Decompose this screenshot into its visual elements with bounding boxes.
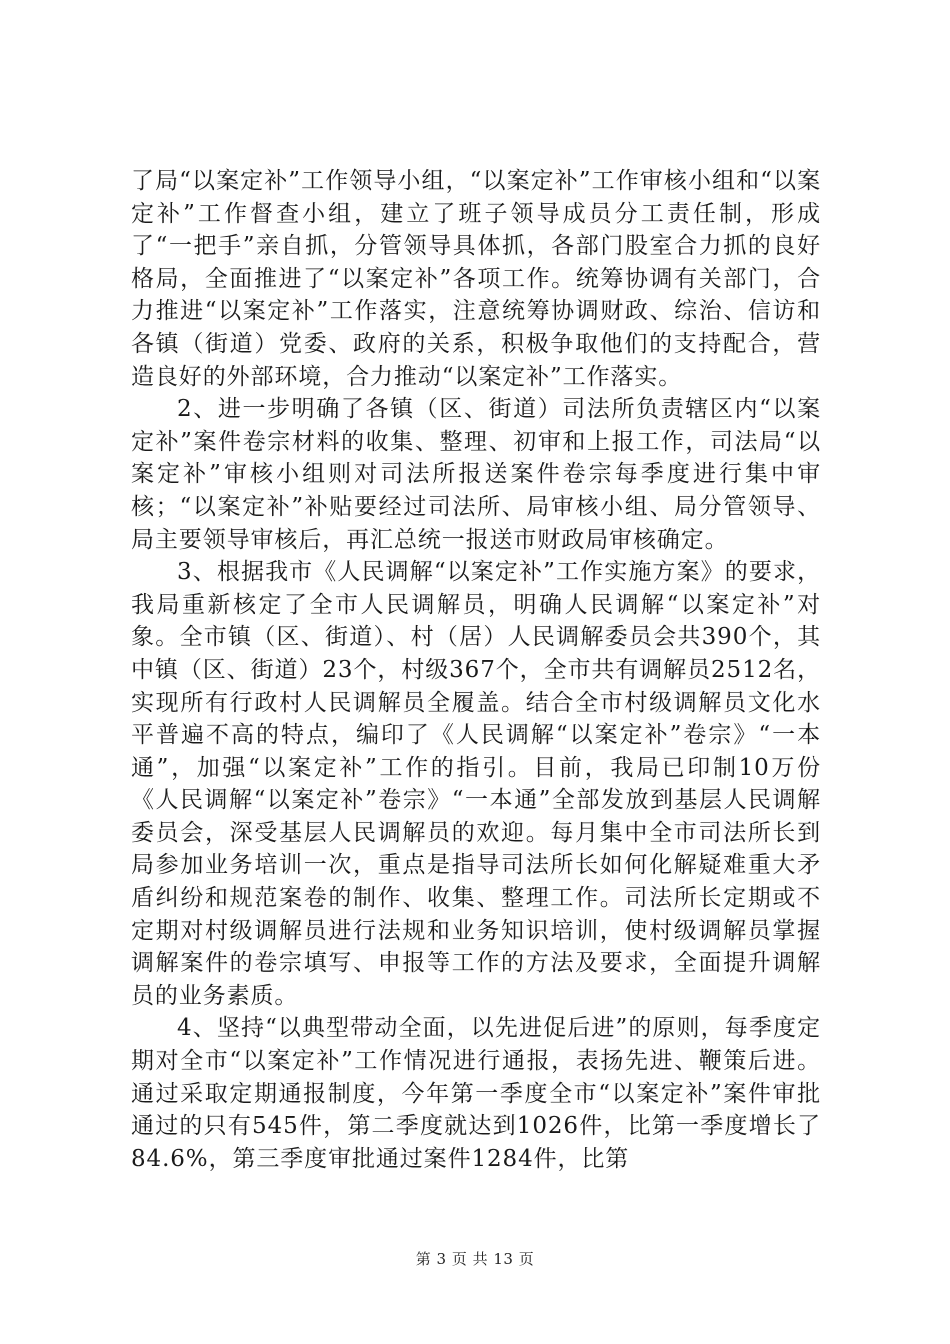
- paragraph-item-4: 4、坚持“以典型带动全面，以先进促后进”的原则，每季度定期对全市“以案定补”工作情况进行通报，表扬先进、鞭策后进。通过采取定期通报制度，今年第一季度全市“以案定补”案件审批通过的只有545件，第二季度就达到1026件，比第一季度增长了84.6%，第三季度审批通过案件1284件，比第: [131, 1015, 821, 1172]
- page-number-footer: 第 3 页 共 13 页: [415, 1250, 535, 1268]
- paragraph-item-2: 2、进一步明确了各镇（区、街道）司法所负责辖区内“以案定补”案件卷宗材料的收集、整理、初审和上报工作，司法局“以案定补”审核小组则对司法所报送案件卷宗每季度进行集中审核；“以案定补”补贴要经过司法所、局审核小组、局分管领导、局主要领导审核后，再汇总统一报送市财政局审核确定。: [131, 396, 821, 553]
- paragraph-continuation: 了局“以案定补”工作领导小组，“以案定补”工作审核小组和“以案定补”工作督查小组，建立了班子领导成员分工责任制，形成了“一把手”亲自抓，分管领导具体抓，各部门股室合力抓的良好格局，全面推进了“以案定补”各项工作。统筹协调有关部门，合力推进“以案定补”工作落实，注意统筹协调财政、综治、信访和各镇（街道）党委、政府的关系，积极争取他们的支持配合，营造良好的外部环境，合力推动“以案定补”工作落实。: [131, 168, 821, 390]
- paragraph-item-3: 3、根据我市《人民调解“以案定补”工作实施方案》的要求，我局重新核定了全市人民调解员，明确人民调解“以案定补”对象。全市镇（区、街道）、村（居）人民调解委员会共390个，其中镇（区、街道）23个，村级367个，全市共有调解员2512名，实现所有行政村人民调解员全履盖。结合全市村级调解员文化水平普遍不高的特点，编印了《人民调解“以案定补”卷宗》“一本通”，加强“以案定补”工作的指引。目前，我局已印制10万份《人民调解“以案定补”卷宗》“一本通”全部发放到基层人民调解委员会，深受基层人民调解员的欢迎。每月集中全市司法所长到局参加业务培训一次，重点是指导司法所长如何化解疑难重大矛盾纠纷和规范案卷的制作、收集、整理工作。司法所长定期或不定期对村级调解员进行法规和业务知识培训，使村级调解员掌握调解案件的卷宗填写、申报等工作的方法及要求，全面提升调解员的业务素质。: [131, 559, 821, 1009]
- document-body: [131, 165, 821, 1175]
